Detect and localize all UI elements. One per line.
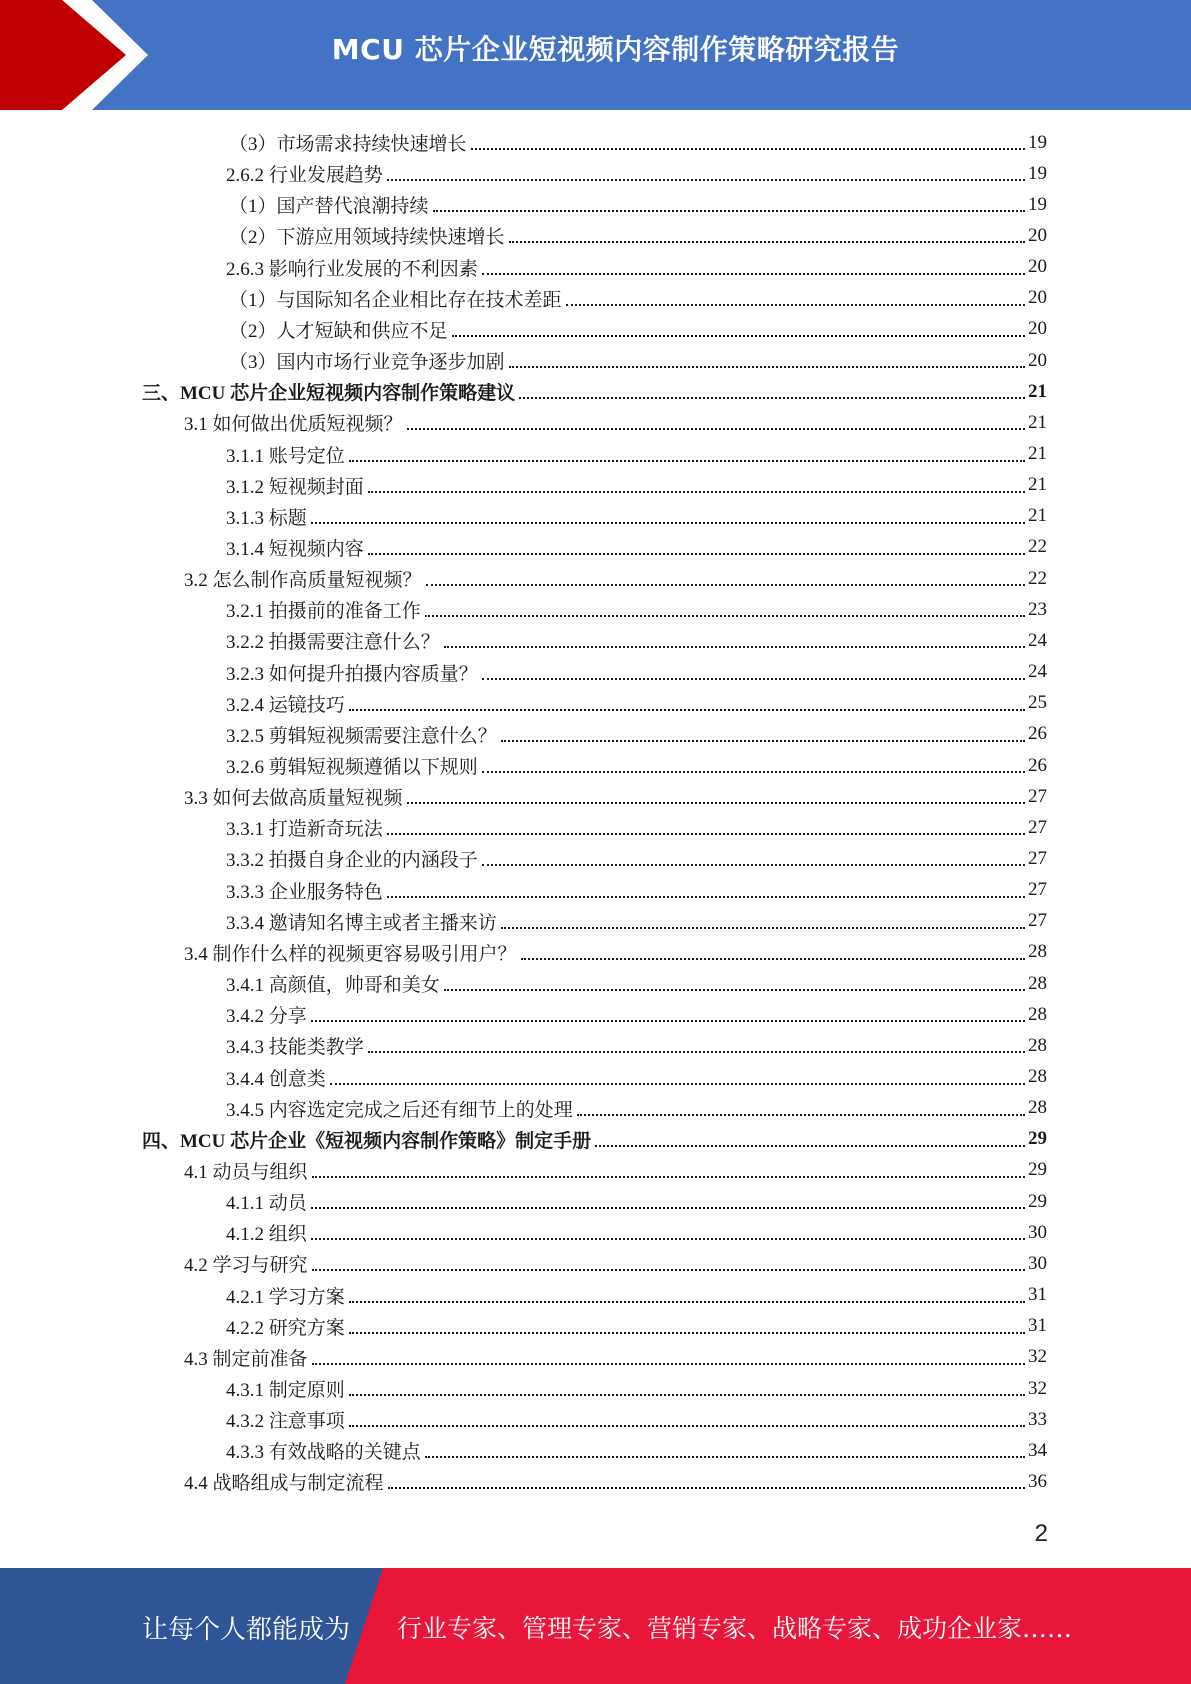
toc-dot-leader bbox=[501, 721, 1025, 742]
toc-entry-page: 21 bbox=[1028, 411, 1047, 433]
toc-dot-leader bbox=[509, 347, 1025, 368]
toc-entry-page: 21 bbox=[1028, 380, 1047, 402]
toc-entry[interactable] bbox=[0, 1435, 1191, 1466]
toc-entry[interactable] bbox=[0, 470, 1191, 501]
toc-entry-page: 24 bbox=[1028, 629, 1047, 651]
toc-entry[interactable] bbox=[0, 283, 1191, 314]
toc-entry[interactable] bbox=[0, 501, 1191, 532]
toc-entry-page: 21 bbox=[1028, 443, 1047, 464]
toc-entry-page: 21 bbox=[1028, 474, 1047, 496]
toc-dot-leader bbox=[387, 814, 1025, 835]
page-footer bbox=[0, 1568, 1191, 1684]
toc-dot-leader bbox=[312, 1344, 1025, 1365]
toc-entry-page: 19 bbox=[1028, 162, 1047, 184]
toc-entry[interactable] bbox=[0, 937, 1191, 968]
toc-dot-leader bbox=[577, 1095, 1025, 1116]
toc-entry-title: 3.3.4 邀请知名博主或者主播来访 bbox=[226, 912, 497, 934]
toc-entry-page: 22 bbox=[1028, 567, 1047, 589]
toc-entry[interactable] bbox=[0, 594, 1191, 625]
toc-entry-page: 30 bbox=[1028, 1252, 1047, 1274]
toc-entry[interactable] bbox=[0, 1093, 1191, 1124]
toc-entry-page: 20 bbox=[1028, 318, 1047, 340]
toc-entry-page: 36 bbox=[1028, 1470, 1047, 1492]
toc-dot-leader bbox=[311, 1188, 1025, 1209]
toc-entry-page: 31 bbox=[1028, 1315, 1047, 1337]
toc-entry[interactable] bbox=[0, 1248, 1191, 1279]
toc-entry-title: 3.2.4 运镜技巧 bbox=[226, 694, 345, 716]
toc-dot-leader bbox=[519, 378, 1025, 399]
toc-entry-title: 2.6.2 行业发展趋势 bbox=[226, 165, 383, 187]
toc-entry-page: 27 bbox=[1028, 847, 1047, 869]
toc-entry-page: 33 bbox=[1028, 1408, 1047, 1430]
toc-entry-title: 3.3.3 企业服务特色 bbox=[226, 881, 383, 903]
toc-entry-title: 4.2.2 研究方案 bbox=[226, 1317, 345, 1339]
toc-dot-leader bbox=[444, 627, 1025, 648]
toc-entry-title: 4.1 动员与组织 bbox=[184, 1161, 308, 1183]
toc-entry-page: 29 bbox=[1028, 1128, 1047, 1150]
toc-entry[interactable] bbox=[0, 1466, 1191, 1497]
toc-entry-page: 28 bbox=[1028, 972, 1047, 994]
toc-dot-leader bbox=[311, 1001, 1025, 1022]
toc-entry-title: 4.3 制定前准备 bbox=[184, 1348, 308, 1370]
toc-entry-title: （3）国内市场行业竞争逐步加剧 bbox=[229, 352, 505, 374]
toc-dot-leader bbox=[482, 752, 1025, 773]
toc-entry-title: 3.3.2 拍摄自身企业的内涵段子 bbox=[226, 850, 478, 872]
toc-entry[interactable] bbox=[0, 1311, 1191, 1342]
toc-dot-leader bbox=[349, 690, 1025, 711]
toc-entry[interactable] bbox=[0, 1155, 1191, 1186]
toc-entry[interactable] bbox=[0, 345, 1191, 376]
toc-dot-leader bbox=[452, 316, 1025, 337]
toc-dot-leader bbox=[387, 160, 1025, 181]
toc-entry-title: （2）人才短缺和供应不足 bbox=[229, 320, 448, 342]
toc-entry-title: 4.2.1 学习方案 bbox=[226, 1286, 345, 1308]
toc-dot-leader bbox=[387, 877, 1025, 898]
toc-entry[interactable] bbox=[0, 1217, 1191, 1248]
toc-entry-title: （1）国产替代浪潮持续 bbox=[229, 196, 429, 218]
toc-entry[interactable] bbox=[0, 189, 1191, 220]
toc-entry-title: 3.4.4 创意类 bbox=[226, 1068, 326, 1090]
toc-dot-leader bbox=[330, 1064, 1025, 1085]
toc-entry-page: 29 bbox=[1028, 1190, 1047, 1212]
footer-slogan-left: 让每个人都能成为 bbox=[142, 1615, 351, 1645]
toc-entry-title: 3.1.1 账号定位 bbox=[226, 445, 345, 467]
toc-entry-page: 27 bbox=[1028, 879, 1047, 901]
toc-dot-leader bbox=[311, 503, 1025, 524]
toc-entry[interactable] bbox=[0, 1124, 1191, 1155]
toc-entry-page: 19 bbox=[1028, 131, 1047, 153]
toc-entry-page: 20 bbox=[1028, 287, 1047, 309]
toc-entry[interactable] bbox=[0, 376, 1191, 407]
toc-dot-leader bbox=[482, 254, 1025, 275]
toc-entry[interactable] bbox=[0, 906, 1191, 937]
toc-entry-title: 3.2.3 如何提升拍摄内容质量？ bbox=[226, 663, 478, 685]
toc-entry-title: 3.3.1 打造新奇玩法 bbox=[226, 819, 383, 841]
toc-dot-leader bbox=[501, 908, 1025, 929]
toc-dot-leader bbox=[388, 1468, 1025, 1489]
toc-entry[interactable] bbox=[0, 439, 1191, 470]
toc-entry[interactable] bbox=[0, 407, 1191, 438]
toc-entry-page: 28 bbox=[1028, 1003, 1047, 1025]
toc-dot-leader bbox=[426, 565, 1025, 586]
toc-entry[interactable] bbox=[0, 1186, 1191, 1217]
toc-entry-title: 3.2 怎么制作高质量短视频？ bbox=[184, 570, 422, 592]
toc-entry[interactable] bbox=[0, 968, 1191, 999]
toc-dot-leader bbox=[566, 285, 1025, 306]
toc-dot-leader bbox=[368, 472, 1025, 493]
toc-entry-title: 4.1.2 组织 bbox=[226, 1224, 307, 1246]
toc-entry-page: 21 bbox=[1028, 505, 1047, 527]
toc-entry-title: 3.3 如何去做高质量短视频 bbox=[184, 788, 403, 810]
toc-entry[interactable] bbox=[0, 314, 1191, 345]
toc-entry-title: 3.4 制作什么样的视频更容易吸引用户？ bbox=[184, 943, 517, 965]
report-title: MCU 芯片企业短视频内容制作策略研究报告 bbox=[331, 33, 900, 66]
toc-entry-page: 27 bbox=[1028, 910, 1047, 932]
toc-dot-leader bbox=[521, 939, 1025, 960]
toc-entry-page: 25 bbox=[1028, 692, 1047, 714]
toc-entry[interactable] bbox=[0, 843, 1191, 874]
toc-entry[interactable] bbox=[0, 625, 1191, 656]
toc-entry-page: 34 bbox=[1028, 1439, 1047, 1461]
toc-entry-title: 3.4.1 高颜值，帅哥和美女 bbox=[226, 975, 440, 997]
toc-entry-title: （2）下游应用领域持续快速增长 bbox=[229, 227, 505, 249]
toc-entry[interactable] bbox=[0, 750, 1191, 781]
toc-dot-leader bbox=[312, 1157, 1025, 1178]
toc-entry-page: 27 bbox=[1028, 816, 1047, 838]
toc-entry-title: （1）与国际知名企业相比存在技术差距 bbox=[229, 289, 562, 311]
toc-entry-page: 26 bbox=[1028, 754, 1047, 776]
toc-entry-title: 3.2.6 剪辑短视频遵循以下规则 bbox=[226, 757, 478, 778]
page-header bbox=[0, 0, 1191, 110]
toc-entry-page: 23 bbox=[1028, 598, 1047, 620]
toc-entry-page: 20 bbox=[1028, 349, 1047, 371]
toc-entry[interactable] bbox=[0, 719, 1191, 750]
toc-entry-title: （3）市场需求持续快速增长 bbox=[229, 134, 467, 155]
toc-entry-title: 4.2 学习与研究 bbox=[184, 1255, 308, 1277]
toc-dot-leader bbox=[349, 1282, 1025, 1303]
toc-entry-title: 3.2.1 拍摄前的准备工作 bbox=[226, 601, 421, 623]
toc-dot-leader bbox=[471, 129, 1025, 150]
toc-dot-leader bbox=[482, 659, 1025, 680]
toc-entry[interactable] bbox=[0, 657, 1191, 688]
page-number: 2 bbox=[1034, 1520, 1048, 1547]
toc-entry-page: 20 bbox=[1028, 224, 1047, 246]
toc-dot-leader bbox=[407, 409, 1025, 430]
toc-dot-leader bbox=[407, 783, 1025, 804]
toc-entry-title: 3.4.2 分享 bbox=[226, 1006, 307, 1028]
toc-entry-page: 28 bbox=[1028, 1097, 1047, 1119]
toc-entry-title: 4.3.2 注意事项 bbox=[226, 1411, 345, 1433]
toc-dot-leader bbox=[482, 845, 1025, 866]
footer-slogan-right: 行业专家、管理专家、营销专家、战略专家、成功企业家…… bbox=[397, 1614, 1073, 1643]
toc-entry[interactable] bbox=[0, 252, 1191, 283]
toc-entry-page: 22 bbox=[1028, 536, 1047, 558]
toc-dot-leader bbox=[425, 596, 1025, 617]
toc-entry-title: 3.4.3 技能类教学 bbox=[226, 1037, 364, 1059]
toc-entry[interactable] bbox=[0, 1062, 1191, 1093]
toc-entry-page: 28 bbox=[1028, 941, 1047, 963]
toc-entry[interactable] bbox=[0, 999, 1191, 1030]
toc-entry-page: 28 bbox=[1028, 1066, 1047, 1087]
toc-entry[interactable] bbox=[0, 1373, 1191, 1404]
toc-dot-leader bbox=[425, 1437, 1025, 1458]
toc-dot-leader bbox=[349, 1375, 1025, 1396]
toc-entry-page: 19 bbox=[1028, 193, 1047, 215]
toc-entry-page: 27 bbox=[1028, 785, 1047, 807]
toc-entry[interactable] bbox=[0, 127, 1191, 158]
toc-dot-leader bbox=[349, 1406, 1025, 1427]
toc-entry-title: 4.3.1 制定原则 bbox=[226, 1380, 345, 1401]
toc-entry[interactable] bbox=[0, 1342, 1191, 1373]
toc-dot-leader bbox=[311, 1219, 1025, 1240]
toc-entry-title: 四、MCU 芯片企业《短视频内容制作策略》制定手册 bbox=[142, 1130, 592, 1152]
toc-entry[interactable] bbox=[0, 158, 1191, 189]
toc-entry-page: 29 bbox=[1028, 1159, 1047, 1181]
toc-entry[interactable] bbox=[0, 1030, 1191, 1061]
toc-entry-title: 3.2.5 剪辑短视频需要注意什么？ bbox=[226, 725, 497, 747]
toc-entry-page: 26 bbox=[1028, 723, 1047, 745]
toc-entry-page: 30 bbox=[1028, 1221, 1047, 1243]
toc-entry-title: 3.1 如何做出优质短视频？ bbox=[184, 414, 403, 436]
toc-dot-leader bbox=[595, 1126, 1025, 1147]
toc-entry-page: 20 bbox=[1028, 256, 1047, 278]
toc-entry-title: 2.6.3 影响行业发展的不利因素 bbox=[226, 258, 478, 280]
toc-entry-page: 24 bbox=[1028, 661, 1047, 683]
toc-entry-page: 32 bbox=[1028, 1346, 1047, 1368]
toc-dot-leader bbox=[509, 222, 1025, 243]
toc-entry[interactable] bbox=[0, 688, 1191, 719]
toc-entry-title: 3.1.3 标题 bbox=[226, 507, 307, 529]
toc-entry[interactable] bbox=[0, 563, 1191, 594]
toc-entry-title: 三、MCU 芯片企业短视频内容制作策略建议 bbox=[142, 383, 516, 405]
toc-dot-leader bbox=[349, 1313, 1025, 1334]
toc-dot-leader bbox=[433, 191, 1025, 212]
toc-entry-page: 31 bbox=[1028, 1284, 1047, 1306]
toc-entry-title: 3.1.2 短视频封面 bbox=[226, 476, 364, 498]
toc-entry-title: 4.1.1 动员 bbox=[226, 1193, 307, 1215]
toc-dot-leader bbox=[349, 441, 1025, 462]
toc-entry-page: 32 bbox=[1028, 1377, 1047, 1399]
toc-entry[interactable] bbox=[0, 1404, 1191, 1435]
toc-entry-title: 3.1.4 短视频内容 bbox=[226, 538, 364, 560]
toc-entry[interactable] bbox=[0, 812, 1191, 843]
toc-entry-title: 3.2.2 拍摄需要注意什么？ bbox=[226, 632, 440, 654]
toc-entry-page: 28 bbox=[1028, 1034, 1047, 1056]
toc-entry-title: 3.4.5 内容选定完成之后还有细节上的处理 bbox=[226, 1099, 573, 1121]
toc-entry[interactable] bbox=[0, 532, 1191, 563]
toc-entry[interactable] bbox=[0, 1280, 1191, 1311]
toc-entry[interactable] bbox=[0, 781, 1191, 812]
toc-entry[interactable] bbox=[0, 875, 1191, 906]
toc-entry[interactable] bbox=[0, 220, 1191, 251]
toc-entry-title: 4.4 战略组成与制定流程 bbox=[184, 1473, 384, 1495]
toc-dot-leader bbox=[368, 1032, 1025, 1053]
toc-dot-leader bbox=[368, 534, 1025, 555]
toc-entry-title: 4.3.3 有效战略的关键点 bbox=[226, 1442, 421, 1464]
toc-dot-leader bbox=[312, 1250, 1025, 1271]
toc-dot-leader bbox=[444, 970, 1025, 991]
